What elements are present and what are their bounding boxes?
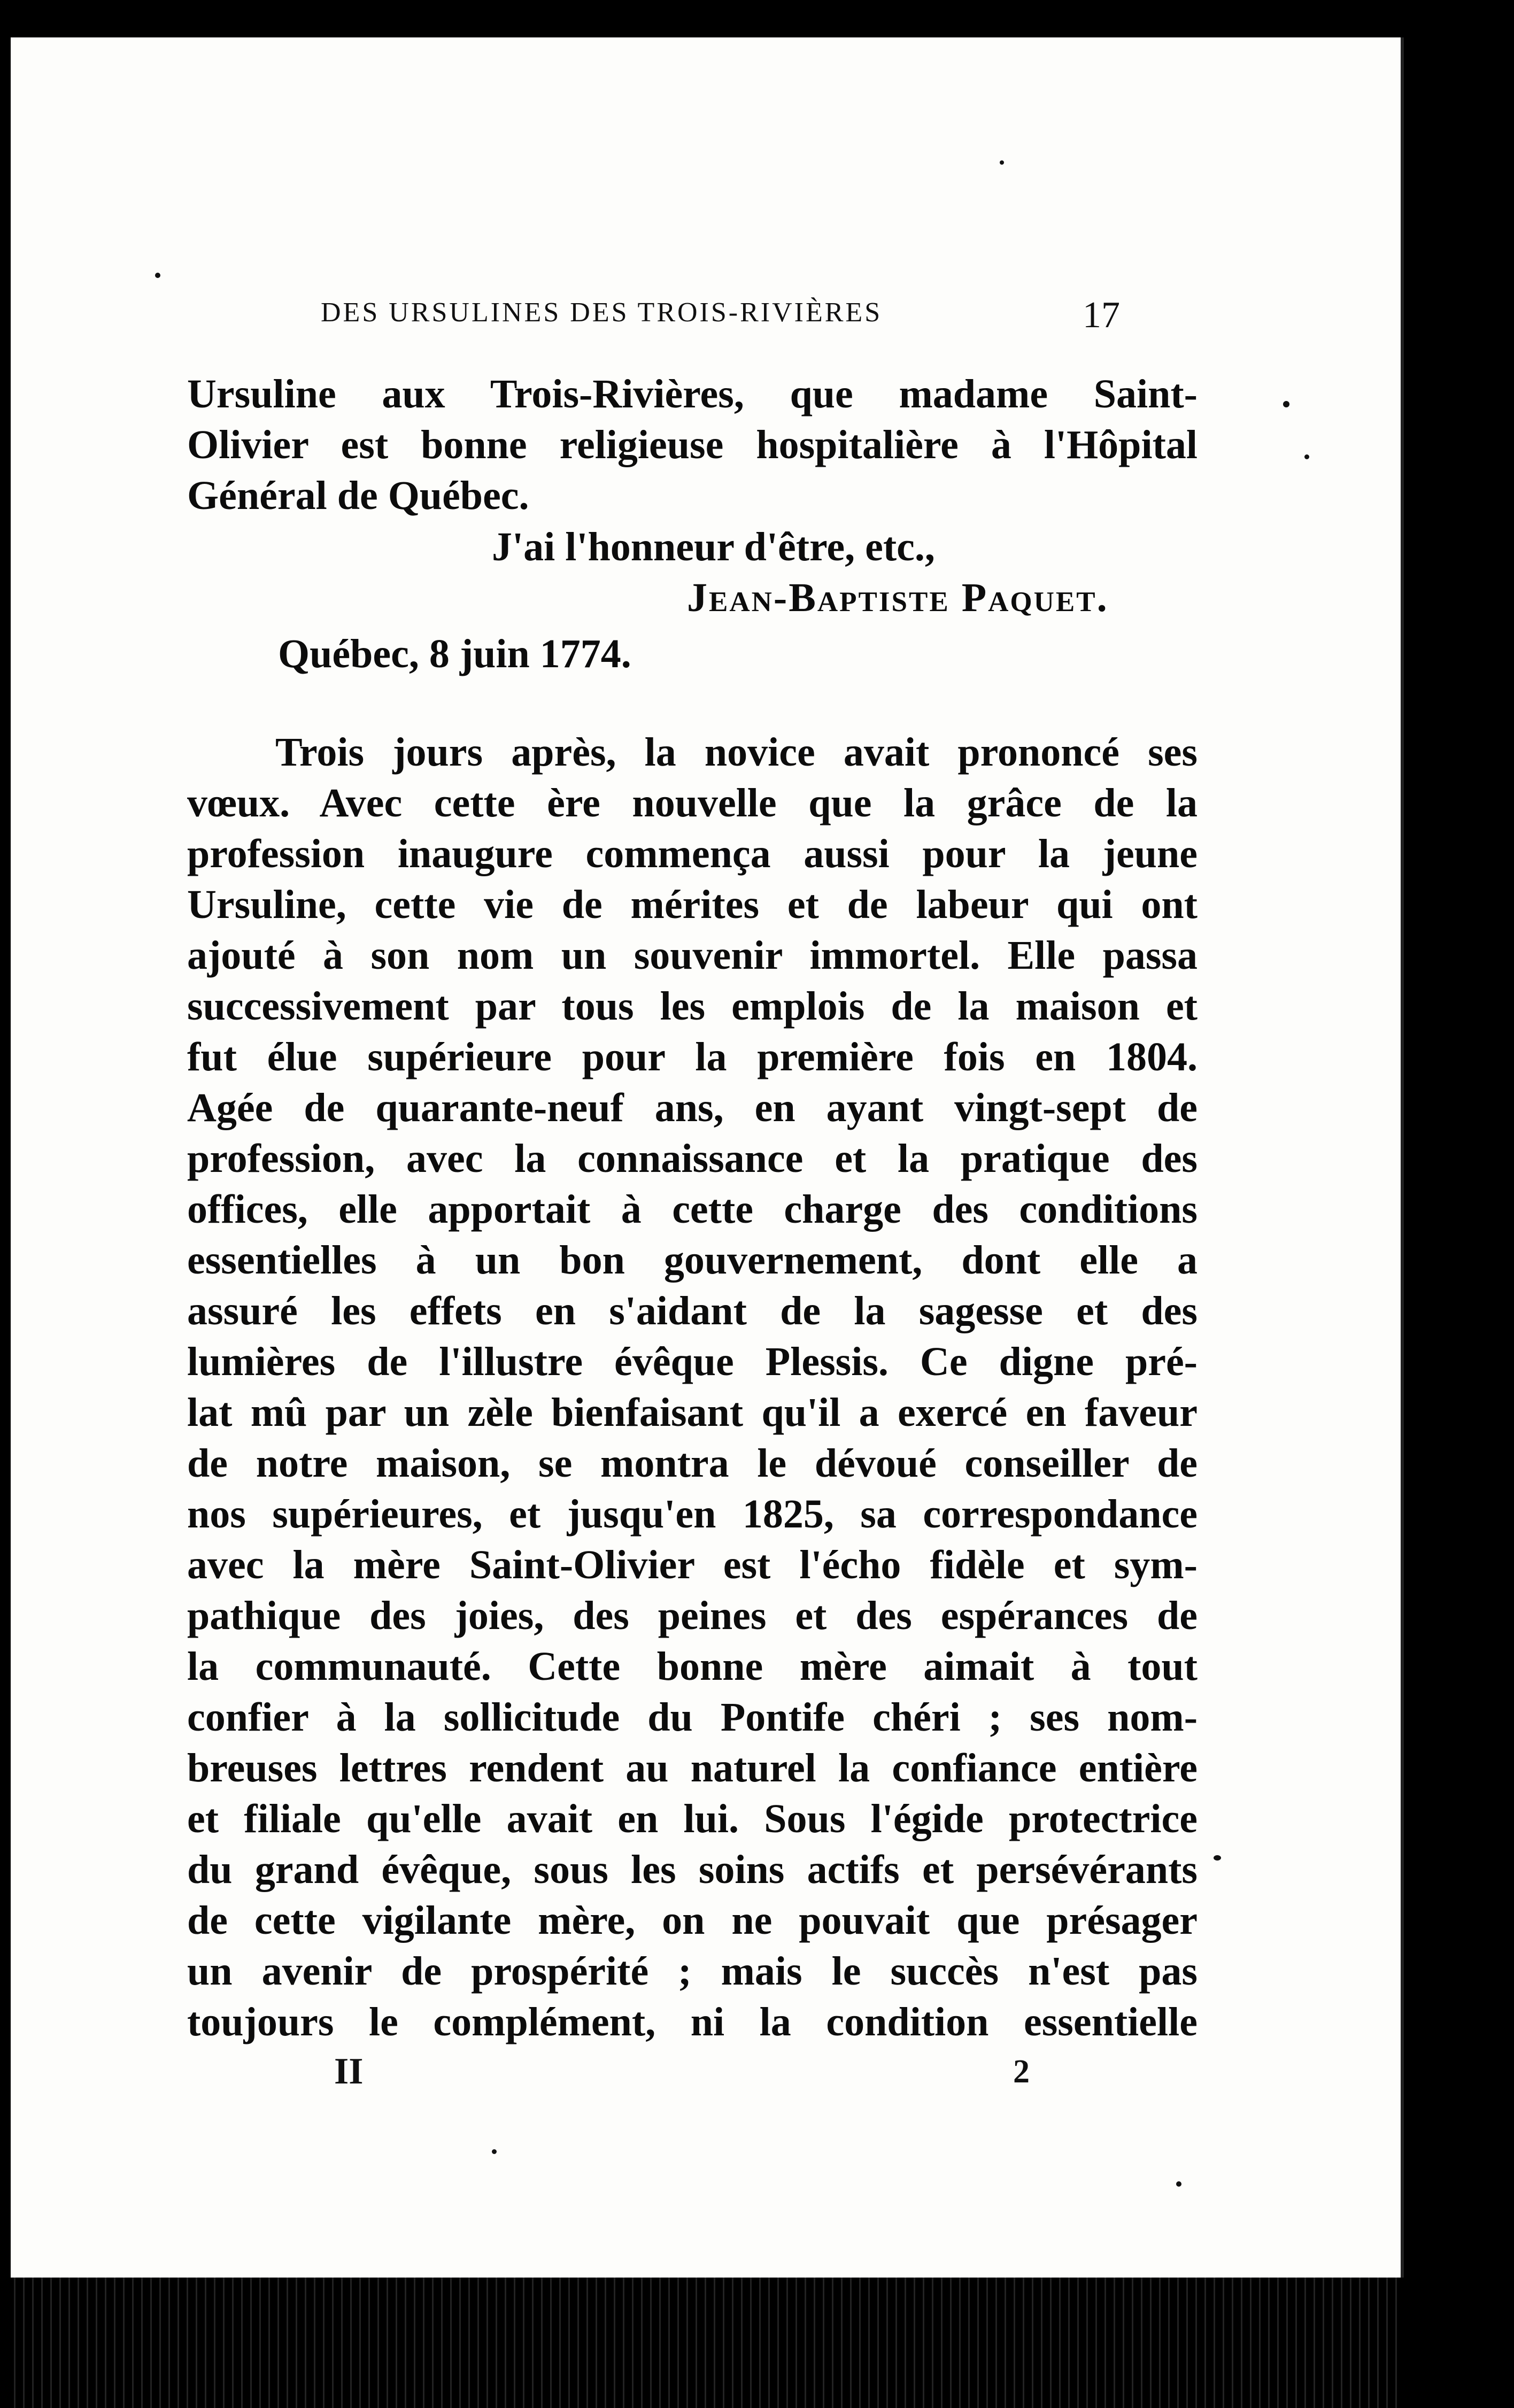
page-footer bbox=[11, 2050, 1401, 2109]
book-page bbox=[11, 37, 1404, 2278]
text-line: fut élue supérieure pour la première fois en 1804. bbox=[187, 1035, 1198, 1079]
body-paragraph bbox=[187, 727, 1198, 2048]
text-line: profession inaugure commença aussi pour la jeune bbox=[187, 831, 1198, 876]
text-line: un avenir de prospérité ; mais le succès n'est pas bbox=[187, 1949, 1198, 1994]
text-line: Olivier est bonne religieuse hospitalière à l'Hôpital bbox=[187, 422, 1198, 467]
text-line: breuses lettres rendent au naturel la confiance entière bbox=[187, 1746, 1198, 1790]
text-line: du grand évêque, sous les soins actifs et persévérants bbox=[187, 1847, 1198, 1892]
scan-speck bbox=[1283, 401, 1289, 407]
text-line: assuré les effets en s'aidant de la sagesse et des bbox=[187, 1288, 1198, 1333]
text-line: avec la mère Saint-Olivier est l'écho fidèle et sym- bbox=[187, 1542, 1198, 1587]
text-line: lat mû par un zèle bienfaisant qu'il a exercé en faveur bbox=[187, 1390, 1198, 1435]
text-line: toujours le complément, ni la condition essentielle bbox=[187, 2000, 1198, 2044]
text-line: de notre maison, se montra le dévoué conseiller de bbox=[187, 1441, 1198, 1486]
text-line: lumières de l'illustre évêque Plessis. Ce digne pré- bbox=[187, 1339, 1198, 1384]
text-line: Ursuline, cette vie de mérites et de labeur qui ont bbox=[187, 882, 1198, 927]
text-line: Trois jours après, la novice avait prononcé ses bbox=[275, 730, 1198, 775]
scan-noise bbox=[11, 2278, 1401, 2408]
text-line: Ursuline aux Trois-Rivières, que madame Saint- bbox=[187, 372, 1198, 416]
text-line: essentielles à un bon gouvernement, dont elle a bbox=[187, 1238, 1198, 1283]
text-line: pathique des joies, des peines et des espérances de bbox=[187, 1593, 1198, 1638]
scan-speck bbox=[1000, 160, 1004, 165]
page-number: 17 bbox=[1083, 295, 1120, 336]
scan-speck bbox=[1214, 1855, 1221, 1861]
text-line: vœux. Avec cette ère nouvelle que la grâce de la bbox=[187, 781, 1198, 825]
text-line: confier à la sollicitude du Pontife chéri ; ses nom- bbox=[187, 1695, 1198, 1740]
scan-speck bbox=[1304, 454, 1309, 459]
text-line: ajouté à son nom un souvenir immortel. Elle passa bbox=[187, 933, 1198, 978]
scan-border bbox=[0, 0, 11, 2408]
running-title: DES URSULINES DES TROIS-RIVIÈRES bbox=[321, 297, 883, 328]
text-line: successivement par tous les emplois de la maison et bbox=[187, 984, 1198, 1029]
letter-text bbox=[187, 369, 1198, 521]
text-line: Agée de quarante-neuf ans, en ayant vingt-sept de bbox=[187, 1085, 1198, 1130]
text-line: de cette vigilante mère, on ne pouvait que présager bbox=[187, 1898, 1198, 1943]
scan-speck bbox=[492, 2149, 497, 2154]
text-line: et filiale qu'elle avait en lui. Sous l'égide protectrice bbox=[187, 1796, 1198, 1841]
page-header bbox=[11, 265, 1401, 336]
text-line: offices, elle apportait à cette charge des conditions bbox=[187, 1187, 1198, 1232]
scan-speck bbox=[155, 273, 160, 278]
letter-signature: Jean-Baptiste Paquet. bbox=[687, 575, 1109, 620]
text-line: la communauté. Cette bonne mère aimait à tout bbox=[187, 1644, 1198, 1689]
sheet-number: 2 bbox=[1013, 2054, 1030, 2090]
letter-salutation: J'ai l'honneur d'être, etc., bbox=[492, 524, 935, 569]
letter-dateline: Québec, 8 juin 1774. bbox=[278, 631, 631, 676]
signature-mark: II bbox=[334, 2051, 364, 2092]
text-line: Général de Québec. bbox=[187, 473, 529, 518]
scan-speck bbox=[1176, 2181, 1181, 2187]
text-line: nos supérieures, et jusqu'en 1825, sa correspondance bbox=[187, 1492, 1198, 1537]
text-line: profession, avec la connaissance et la pratique des bbox=[187, 1136, 1198, 1181]
